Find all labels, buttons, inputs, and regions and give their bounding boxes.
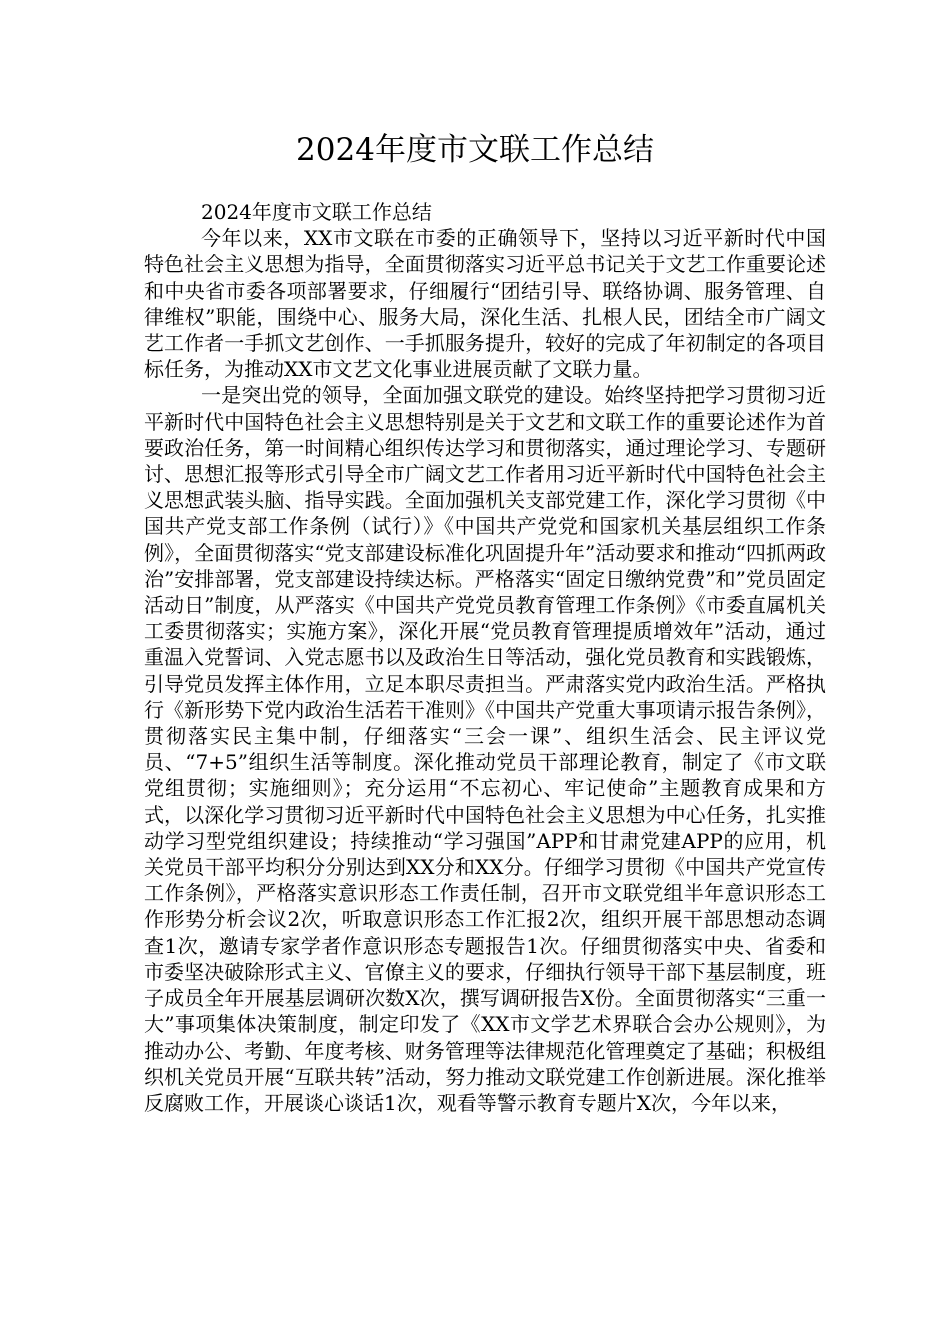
document-body (144, 199, 826, 1116)
paragraph-party-leadership: 一是突出党的领导，全面加强文联党的建设。始终坚持把学习贯彻习近平新时代中国特色社会主义思想特别是关于文艺和文联工作的重要论述作为首要政治任务，第一时间精心组织传达学习和贯彻落实，通过理论学习、专题研讨、思想汇报等形式引导全市广阔文艺工作者用习近平新时代中国特色社会主义思想武装头脑、指导实践。全面加强机关支部党建工作，深化学习贯彻《中国共产党支部工作条例（试行）》《中国共产党党和国家机关基层组织工作条例》，全面贯彻落实“党支部建设标准化巩固提升年”活动要求和推动“四抓两政治”安排部署，党支部建设持续达标。严格落实“固定日缴纳党费”和”党员固定活动日”制度，从严落实《中国共产党党员教育管理工作条例》《市委直属机关工委贯彻落实；实施方案》，深化开展“党员教育管理提质增效年”活动，通过重温入党誓词、入党志愿书以及政治生日等活动，强化党员教育和实践锻炼，引导党员发挥主体作用，立足本职尽责担当。严肃落实党内政治生活。严格执行《新形势下党内政治生活若干准则》《中国共产党重大事项请示报告条例》，贯彻落实民主集中制，仔细落实“三会一课”、组织生活会、民主评议党员、“7+5”组织生活等制度。深化推动党员干部理论教育，制定了《市文联党组贯彻；实施细则》；充分运用“不忘初心、牢记使命”主题教育成果和方式，以深化学习贯彻习近平新时代中国特色社会主义思想为中心任务，扎实推动学习型党组织建设；持续推动“学习强国”APP和甘肃党建APP的应用，机关党员干部平均积分分别达到XX分和XX分。仔细学习贯彻《中国共产党宣传工作条例》，严格落实意识形态工作责任制，召开市文联党组半年意识形态工作形势分析会议2次，听取意识形态工作汇报2次，组织开展干部思想动态调查1次，邀请专家学者作意识形态专题报告1次。仔细贯彻落实中央、省委和市委坚决破除形式主义、官僚主义的要求，仔细执行领导干部下基层制度，班子成员全年开展基层调研次数X次，撰写调研报告X份。全面贯彻落实“三重一大”事项集体决策制度，制定印发了《XX市文学艺术界联合会办公规则》，为推动办公、考勤、年度考核、财务管理等法律规范化管理奠定了基础；积极组织机关党员开展“互联共转”活动，努力推动文联党建工作创新进展。深化推举反腐败工作，开展谈心谈话1次，观看等警示教育专题片X次，今年以来， (144, 383, 826, 1115)
document-subtitle: 2024年度市文联工作总结 (201, 200, 432, 224)
paragraph-intro: 今年以来，XX市文联在市委的正确领导下，坚持以习近平新时代中国特色社会主义思想为指导，全面贯彻落实习近平总书记关于文艺工作重要论述和中央省市委各项部署要求，仔细履行“团结引导、联络协调、服务管理、自律维权”职能，围绕中心、服务大局，深化生活、扎根人民，团结全市广阔文艺工作者一手抓文艺创作、一手抓服务提升，较好的完成了年初制定的各项目标任务，为推动XX市文艺文化事业进展贡献了文联力量。 (144, 226, 826, 382)
document-title: 2024年度市文联工作总结 (296, 132, 654, 168)
